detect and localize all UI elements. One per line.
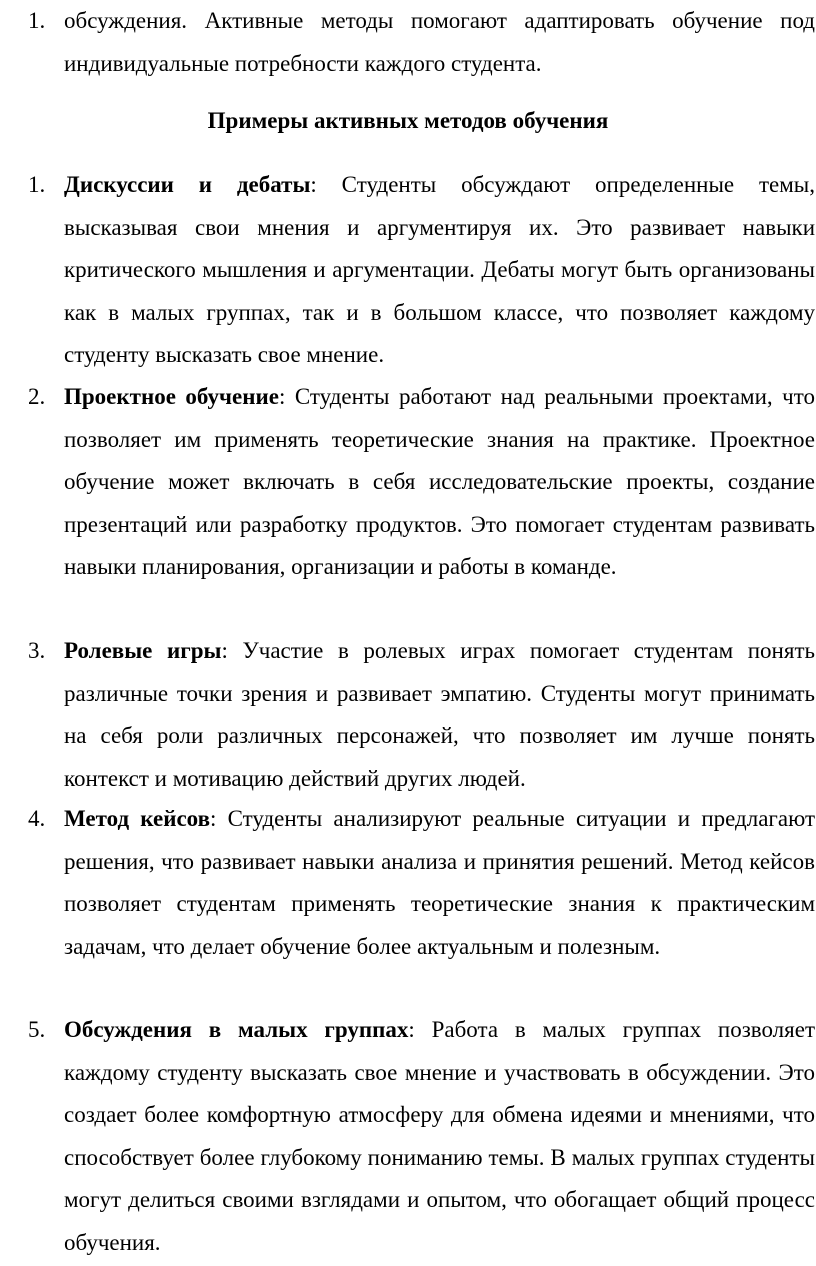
list-number: 2. xyxy=(28,384,46,409)
list-number: 4. xyxy=(28,806,46,831)
item-separator: : xyxy=(210,806,217,831)
item-description: Студенты анализируют реальные ситуации и предлагают решения, что развивает навыки анализа и принятия решений. Метод кейсов позволяет студентам применять теоретические знания к практическим задачам, что делает обучение более актуальным и полезным. xyxy=(64,806,815,959)
paragraph-text: обсуждения. Активные методы помогают адаптировать обучение под индивидуальные потребности каждого студента. xyxy=(64,8,815,76)
item-title: Дискуссии и дебаты xyxy=(64,172,311,197)
list-item-text xyxy=(64,164,815,377)
list-number: 1. xyxy=(28,172,46,197)
list-item-text xyxy=(64,630,815,800)
item-separator: : xyxy=(408,1017,415,1042)
item-title: Ролевые игры xyxy=(64,638,222,663)
item-description: Студенты работают над реальными проектами, что позволяет им применять теоретические знания на практике. Проектное обучение может включать в себя исследовательские проекты, создание презентаций или разработку продуктов. Это помогает студентам развивать навыки планирования, организации и работы в команде. xyxy=(64,384,815,579)
item-description: Студенты обсуждают определенные темы, высказывая свои мнения и аргументируя их. Это развивает навыки критического мышления и аргументации. Дебаты могут быть организованы как в малых группах, так и в большом классе, что позволяет каждому студенту высказать свое мнение. xyxy=(64,172,815,367)
list-item-text xyxy=(64,376,815,589)
item-title: Проектное обучение xyxy=(64,384,279,409)
item-title: Обсуждения в малых группах xyxy=(64,1017,409,1042)
list-item-text xyxy=(64,1009,815,1264)
list-number: 5. xyxy=(28,1017,46,1042)
item-separator: : xyxy=(310,172,317,197)
item-title: Метод кейсов xyxy=(64,806,211,831)
list-number: 3. xyxy=(28,638,46,663)
item-separator: : xyxy=(278,384,286,409)
section-title: Примеры активных методов обучения xyxy=(207,108,609,133)
item-description: Работа в малых группах позволяет каждому студенту высказать свое мнение и участвовать в обсуждении. Это создает более комфортную атмосферу для обмена идеями и мнениями, что способствует более глубокому пониманию темы. В малых группах студенты могут делиться своими взглядами и опытом, что обогащает общий процесс обучения. xyxy=(64,1017,816,1255)
item-separator: : xyxy=(221,638,228,663)
item-description: Участие в ролевых играх помогает студентам понять различные точки зрения и развивает эмпатию. Студенты могут принимать на себя роли различных персонажей, что позволяет им лучше понять контекст и мотивацию действий других людей. xyxy=(64,638,815,791)
list-number: 1. xyxy=(28,8,46,33)
list-item-text xyxy=(64,798,815,968)
